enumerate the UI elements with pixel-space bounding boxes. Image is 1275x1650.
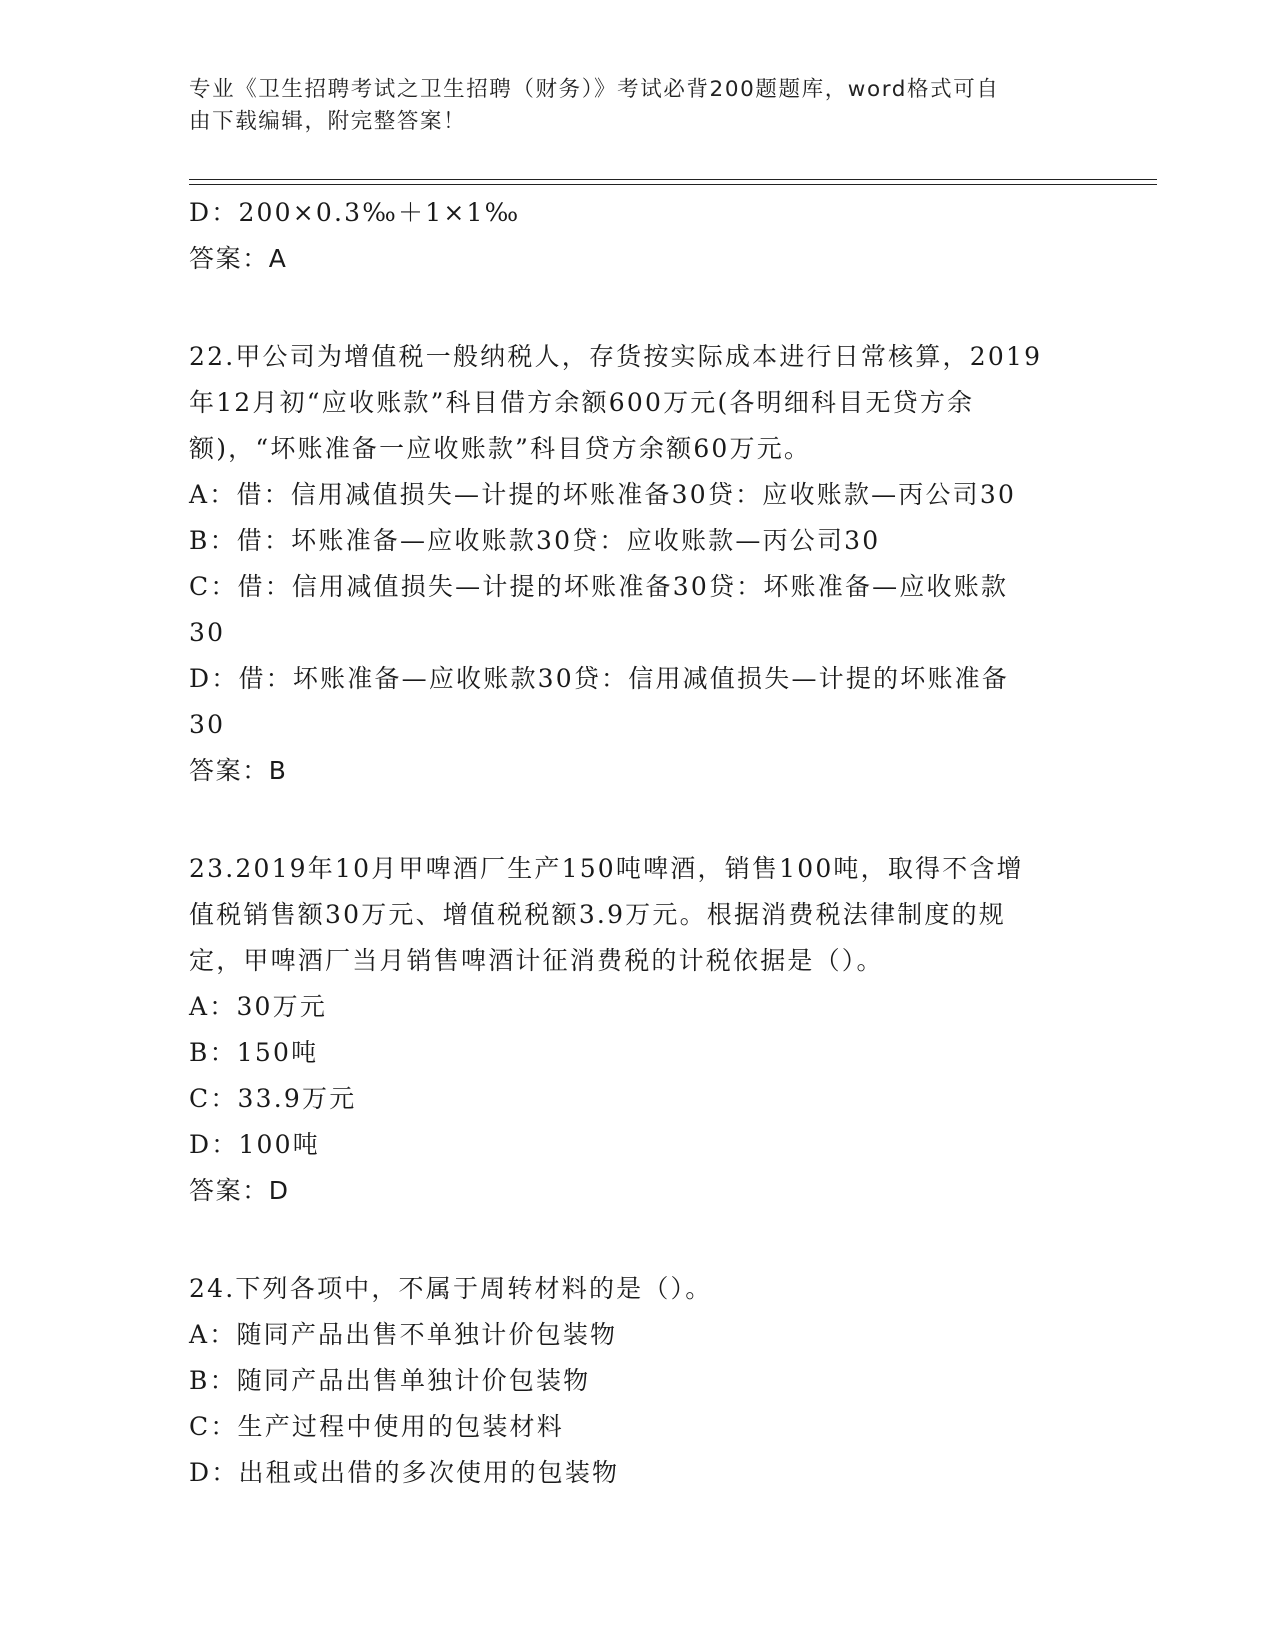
question-stem-line: 24.下列各项中，不属于周转材料的是（）。 xyxy=(189,1274,713,1303)
option-a: A：借：信用减值损失—计提的坏账准备30贷：应收账款—丙公司30 xyxy=(189,480,1017,509)
option-a: A：随同产品出售不单独计价包装物 xyxy=(189,1320,618,1349)
answer-label: 答案：D xyxy=(189,1176,290,1205)
answer-label: 答案：B xyxy=(189,756,288,785)
question-stem-line: 年12月初“应收账款”科目借方余额600万元(各明细科目无贷方余 xyxy=(189,388,975,417)
spacer xyxy=(189,794,1089,846)
question-stem-line: 23.2019年10月甲啤酒厂生产150吨啤酒，销售100吨，取得不含增 xyxy=(189,854,1024,883)
spacer xyxy=(189,282,1089,334)
option-c: C：33.9万元 xyxy=(189,1084,357,1113)
spacer xyxy=(189,1214,1089,1266)
option-d: D：100吨 xyxy=(189,1130,320,1159)
option-d: D：200×0.3‰＋1×1‰ xyxy=(189,198,521,227)
header-divider-bottom xyxy=(189,184,1157,185)
question-stem-line: 额)，“坏账准备一应收账款”科目贷方余额60万元。 xyxy=(189,434,812,463)
question-22 xyxy=(189,334,1089,794)
header-divider-top xyxy=(189,179,1157,180)
header-line-2: 由下载编辑，附完整答案！ xyxy=(189,109,467,134)
question-stem-line: 22.甲公司为增值税一般纳税人，存货按实际成本进行日常核算，2019 xyxy=(189,342,1043,371)
answer-label: 答案：A xyxy=(189,244,288,273)
option-d: D：借：坏账准备—应收账款30贷：信用减值损失—计提的坏账准备 xyxy=(189,664,1010,693)
question-24 xyxy=(189,1266,1089,1496)
question-stem-line: 值税销售额30万元、增值税税额3.9万元。根据消费税法律制度的规 xyxy=(189,900,1006,929)
question-23 xyxy=(189,846,1089,1214)
option-b: B：随同产品出售单独计价包装物 xyxy=(189,1366,591,1395)
option-b: B：借：坏账准备—应收账款30贷：应收账款—丙公司30 xyxy=(189,526,881,555)
question-stem-line: 定，甲啤酒厂当月销售啤酒计征消费税的计税依据是（）。 xyxy=(189,946,884,975)
document-header xyxy=(189,74,1089,138)
option-c: C：生产过程中使用的包装材料 xyxy=(189,1412,564,1441)
header-line-1: 专业《卫生招聘考试之卫生招聘（财务）》考试必背200题题库，word格式可自 xyxy=(189,77,1000,102)
option-a: A：30万元 xyxy=(189,992,328,1021)
option-c: C：借：信用减值损失—计提的坏账准备30贷：坏账准备—应收账款 xyxy=(189,572,1009,601)
option-d: D：出租或出借的多次使用的包装物 xyxy=(189,1458,620,1487)
document-body xyxy=(189,190,1089,1496)
option-c-continued: 30 xyxy=(189,618,226,647)
option-d-continued: 30 xyxy=(189,710,226,739)
option-b: B：150吨 xyxy=(189,1038,319,1067)
question-21-tail xyxy=(189,190,1089,282)
